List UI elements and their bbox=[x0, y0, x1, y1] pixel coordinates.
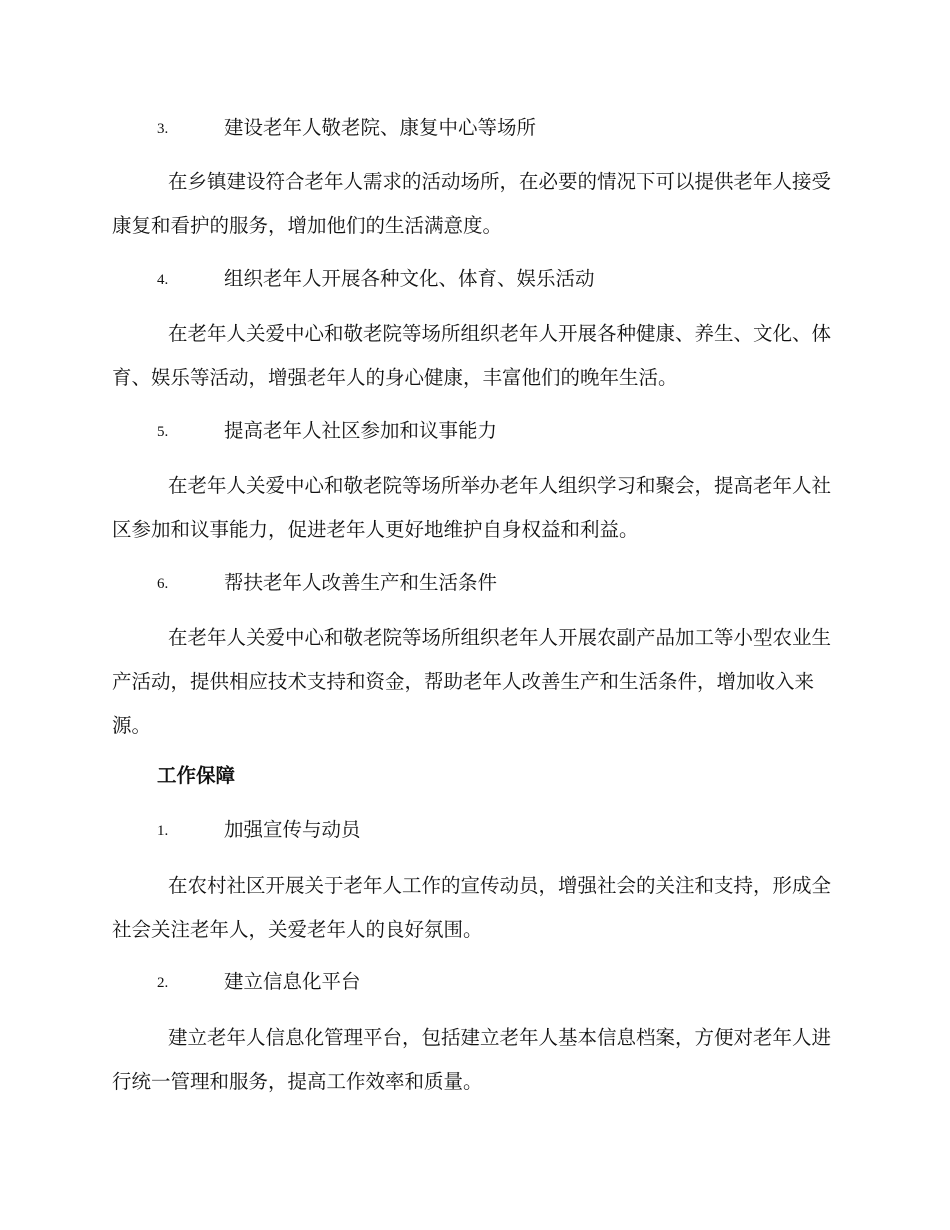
body-paragraph: 在老年人关爱中心和敬老院等场所组织老年人开展农副产品加工等小型农业生产活动，提供相应技术支持和资金，帮助老年人改善生产和生活条件，增加收入来源。 bbox=[112, 626, 832, 737]
body-paragraph: 在乡镇建设符合老年人需求的活动场所，在必要的情况下可以提供老年人接受康复和看护的服务，增加他们的生活满意度。 bbox=[112, 170, 832, 237]
list-item-heading bbox=[0, 964, 950, 1004]
list-item-heading bbox=[0, 812, 950, 852]
list-item-number: 4. bbox=[157, 272, 169, 288]
list-item-heading bbox=[0, 565, 950, 605]
list-item-number: 1. bbox=[157, 823, 169, 839]
list-item-number: 5. bbox=[157, 424, 169, 440]
list-item-title: 建立信息化平台 bbox=[224, 970, 361, 993]
list-item-title: 建设老年人敬老院、康复中心等场所 bbox=[224, 116, 537, 139]
list-item-title: 加强宣传与动员 bbox=[224, 818, 361, 841]
list-item-number: 3. bbox=[157, 121, 169, 137]
body-paragraph: 在农村社区开展关于老年人工作的宣传动员，增强社会的关注和支持，形成全社会关注老年人，关爱老年人的良好氛围。 bbox=[112, 874, 832, 941]
list-item-heading bbox=[0, 261, 950, 301]
list-item-number: 6. bbox=[157, 576, 169, 592]
list-item-title: 帮扶老年人改善生产和生活条件 bbox=[224, 571, 498, 594]
list-item-heading bbox=[0, 110, 950, 150]
section-heading: 工作保障 bbox=[157, 764, 236, 787]
body-paragraph: 在老年人关爱中心和敬老院等场所举办老年人组织学习和聚会，提高老年人社区参加和议事能力，促进老年人更好地维护自身权益和利益。 bbox=[112, 474, 832, 541]
list-item-number: 2. bbox=[157, 975, 169, 991]
body-paragraph: 建立老年人信息化管理平台，包括建立老年人基本信息档案，方便对老年人进行统一管理和服务，提高工作效率和质量。 bbox=[112, 1026, 832, 1093]
list-item-title: 组织老年人开展各种文化、体育、娱乐活动 bbox=[224, 267, 595, 290]
list-item-heading bbox=[0, 413, 950, 453]
list-item-title: 提高老年人社区参加和议事能力 bbox=[224, 419, 498, 442]
body-paragraph: 在老年人关爱中心和敬老院等场所组织老年人开展各种健康、养生、文化、体育、娱乐等活动，增强老年人的身心健康，丰富他们的晚年生活。 bbox=[112, 322, 832, 389]
